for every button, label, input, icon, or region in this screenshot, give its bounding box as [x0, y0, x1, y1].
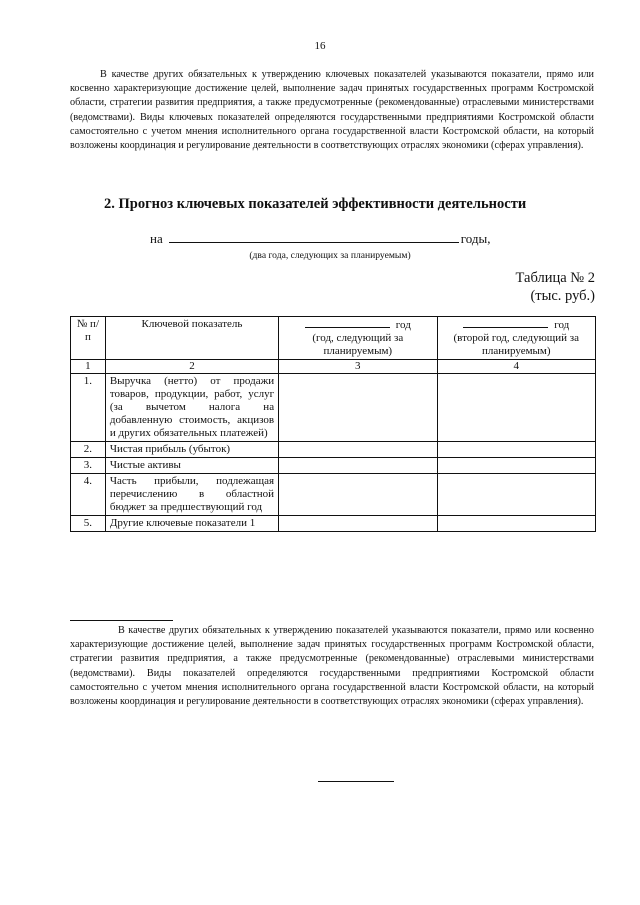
- header-year1-note: (год, следующий за планируемым): [312, 332, 404, 357]
- row-indicator: Чистые активы: [105, 458, 278, 474]
- table-row: [71, 442, 596, 458]
- table-row: [71, 516, 596, 532]
- header-year1: [279, 317, 437, 360]
- table-title: Таблица № 2: [515, 270, 595, 286]
- column-number-row: [71, 360, 596, 374]
- row-indicator: Чистая прибыль (убыток): [105, 442, 278, 458]
- row-year1-value[interactable]: [279, 442, 437, 458]
- row-year1-value[interactable]: [279, 516, 437, 532]
- row-indicator: Выручка (нетто) от продажи товаров, продукции, работ, услуг (за вычетом налога на добавленную стоимость, акцизов и других обязательных платежей): [105, 374, 278, 442]
- period-line: [150, 231, 530, 247]
- row-number: 2.: [71, 442, 106, 458]
- row-year2-value[interactable]: [437, 474, 595, 516]
- end-divider: [318, 781, 394, 782]
- row-number: 5.: [71, 516, 106, 532]
- row-year1-value[interactable]: [279, 374, 437, 442]
- table-header-row: [71, 317, 596, 360]
- column-number: 3: [279, 360, 437, 374]
- period-blank-field[interactable]: [169, 231, 459, 243]
- row-year2-value[interactable]: [437, 442, 595, 458]
- header-year2: [437, 317, 595, 360]
- table-caption: [516, 269, 595, 305]
- period-suffix: годы,: [460, 231, 491, 246]
- page-number: 16: [314, 40, 326, 52]
- header-year1-suffix: год: [395, 319, 411, 331]
- header-year2-blank[interactable]: [463, 318, 548, 328]
- header-year2-suffix: год: [554, 319, 570, 331]
- row-year1-value[interactable]: [279, 474, 437, 516]
- table-row: [71, 474, 596, 516]
- row-year1-value[interactable]: [279, 458, 437, 474]
- header-no: № п/п: [71, 317, 106, 360]
- intro-paragraph: [70, 68, 594, 153]
- period-note: (два года, следующих за планируемым): [249, 250, 411, 261]
- row-year2-value[interactable]: [437, 374, 595, 442]
- period-prefix: на: [150, 231, 163, 246]
- row-indicator: Другие ключевые показатели 1: [105, 516, 278, 532]
- indicators-table: [70, 316, 596, 532]
- intro-text: В качестве других обязательных к утверждению ключевых показателей указываются показатели, прямо или косвенно характеризующие достижение целей, выполнение задач принятых государственных программ Костромской области, стратегии развития предприятия, а также предусмотренные (рекомендованные) отраслевыми министерствами (ведомствами). Виды ключевых показателей определяются государственными предприятиями Костромской области самостоятельно с учетом мнения исполнительного органа государственной власти Костромской области, на который возложены координация и регулирование деятельности в соответствующих отраслях экономики (сферах управления).: [70, 69, 594, 152]
- footnote-paragraph: [70, 624, 594, 709]
- row-indicator: Часть прибыли, подлежащая перечислению в областной бюджет за предшествующий год: [105, 474, 278, 516]
- row-number: 1.: [71, 374, 106, 442]
- table-row: [71, 458, 596, 474]
- table-row: [71, 374, 596, 442]
- table-units: (тыс. руб.): [530, 288, 595, 304]
- header-year1-blank[interactable]: [305, 318, 390, 328]
- header-year2-note: (второй год, следующий за планируемым): [453, 332, 580, 357]
- row-number: 3.: [71, 458, 106, 474]
- footnote-divider: [70, 620, 173, 621]
- footnote-text: В качестве других обязательных к утверждению показателей указываются показатели, прямо или косвенно характеризующие достижение целей, выполнение задач принятых государственных программ Костромской области, стратегии развития предприятия, а также предусмотренные (рекомендованные) отраслевыми министерствами (ведомствами). Виды показателей определяются государственными предприятиями Костромской области самостоятельно с учетом мнения исполнительного органа государственной власти Костромской области, на который возложены координация и регулирование деятельности в соответствующих отраслях экономики (сферах управления).: [70, 625, 594, 708]
- column-number: 2: [105, 360, 278, 374]
- row-year2-value[interactable]: [437, 458, 595, 474]
- column-number: 4: [437, 360, 595, 374]
- column-number: 1: [71, 360, 106, 374]
- header-indicator: Ключевой показатель: [105, 317, 278, 360]
- row-number: 4.: [71, 474, 106, 516]
- section-title: 2. Прогноз ключевых показателей эффективности деятельности: [104, 196, 527, 212]
- row-year2-value[interactable]: [437, 516, 595, 532]
